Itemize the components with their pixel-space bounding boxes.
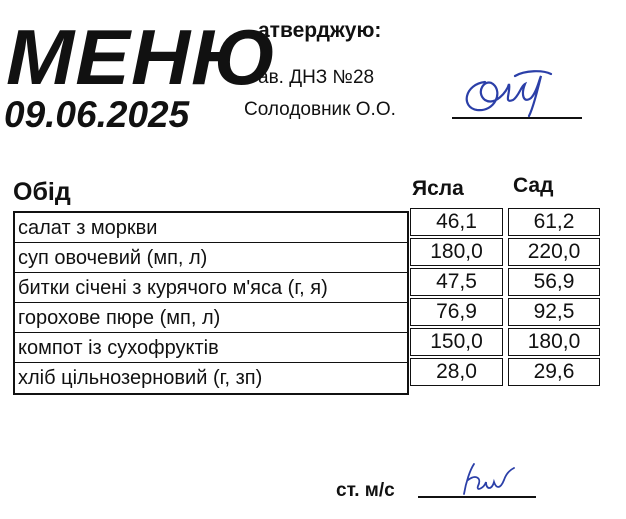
kindergarten-portion: 180,0 (508, 328, 600, 356)
approval-name: Солодовник О.О. (244, 99, 396, 120)
column-header-nursery: Ясла (412, 177, 464, 200)
dish-names-table (13, 211, 409, 395)
column-header-kindergarten: Сад (513, 174, 554, 197)
dish-name: хліб цільнозерновий (г, зп) (18, 367, 263, 389)
nursery-portion: 46,1 (410, 208, 503, 236)
approval-heading: атверджую: (258, 19, 382, 42)
dish-name: компот із сухофруктів (15, 333, 407, 363)
nursery-portion: 150,0 (410, 328, 503, 356)
kindergarten-portion-column (508, 208, 600, 388)
kindergarten-portion: 56,9 (508, 268, 600, 296)
approval-position: ав. ДНЗ №28 (258, 67, 375, 88)
nurse-signature (456, 458, 522, 498)
nursery-portion: 180,0 (410, 238, 503, 266)
menu-date: 09.06.2025 (4, 94, 190, 135)
nurse-label: ст. м/с (336, 480, 395, 501)
kindergarten-portion: 61,2 (508, 208, 600, 236)
kindergarten-portion: 92,5 (508, 298, 600, 326)
menu-title: МЕНЮ (6, 13, 278, 101)
dish-name: салат з моркви (15, 213, 407, 243)
kindergarten-portion: 29,6 (508, 358, 600, 386)
nursery-portion: 28,0 (410, 358, 503, 386)
kindergarten-portion: 220,0 (508, 238, 600, 266)
nursery-portion-column (410, 208, 503, 388)
meal-section-heading: Обід (13, 178, 71, 206)
dish-name: битки січені з курячого м'яса (г, я) (15, 273, 407, 303)
dish-name: суп овочевий (мп, л) (15, 243, 407, 273)
dish-name: горохове пюре (мп, л) (15, 303, 407, 333)
nursery-portion: 47,5 (410, 268, 503, 296)
director-signature (455, 62, 555, 120)
nursery-portion: 76,9 (410, 298, 503, 326)
